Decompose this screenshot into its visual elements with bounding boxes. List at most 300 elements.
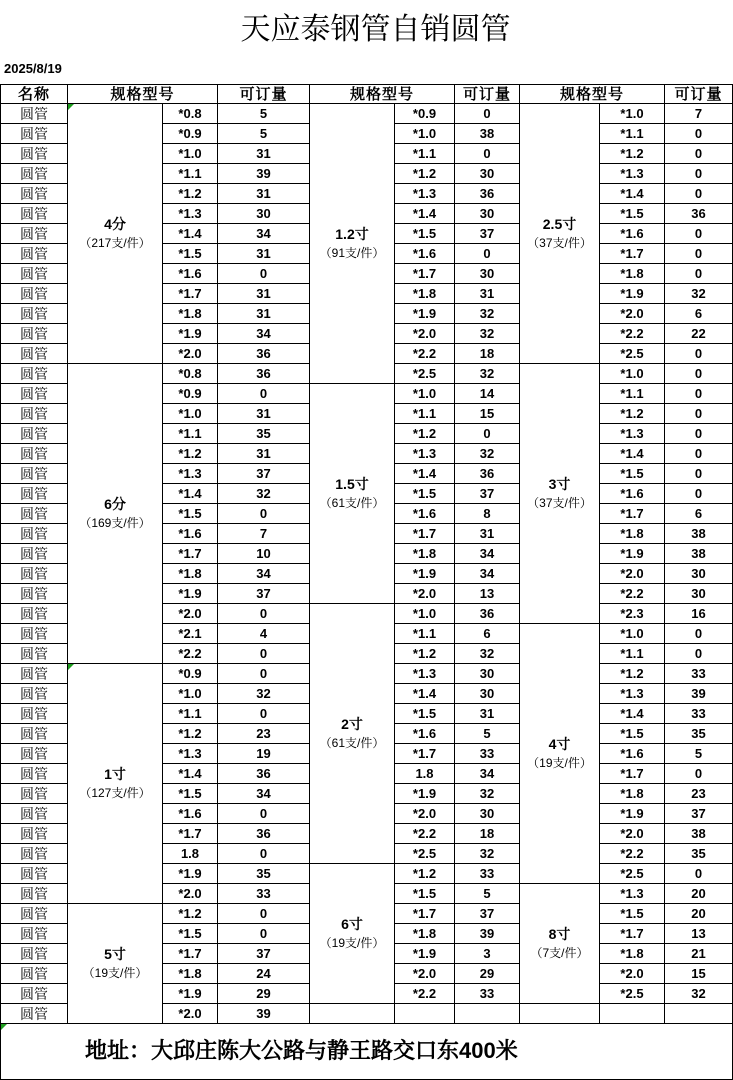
size-group-cell: [310, 104, 395, 384]
available-quantity-cell: 37: [455, 904, 520, 924]
available-quantity-cell: 4: [218, 624, 310, 644]
available-quantity-cell: 0: [218, 904, 310, 924]
available-quantity-cell: 0: [665, 624, 733, 644]
product-name-cell: 圆管: [0, 284, 68, 304]
available-quantity-cell: 21: [665, 944, 733, 964]
available-quantity-cell: 0: [218, 924, 310, 944]
product-name-cell: 圆管: [0, 104, 68, 124]
size-group-cell: [520, 884, 600, 1004]
spec-cell: *1.7: [600, 244, 665, 264]
available-quantity-cell: 0: [218, 264, 310, 284]
available-quantity-cell: 30: [665, 564, 733, 584]
spec-cell: *1.9: [163, 584, 218, 604]
spec-cell: *1.9: [395, 304, 455, 324]
report-date: 2025/8/19: [4, 61, 62, 76]
header-qty-3: 可订量: [665, 84, 733, 104]
available-quantity-cell: 37: [218, 584, 310, 604]
available-quantity-cell: 10: [218, 544, 310, 564]
pieces-per-bundle-label: （217支/件）: [79, 235, 151, 250]
available-quantity-cell: 39: [665, 684, 733, 704]
product-name-cell: 圆管: [0, 244, 68, 264]
available-quantity-cell: 5: [218, 124, 310, 144]
available-quantity-cell: 8: [455, 504, 520, 524]
available-quantity-cell: 0: [665, 144, 733, 164]
available-quantity-cell: 39: [455, 924, 520, 944]
product-name-cell: 圆管: [0, 884, 68, 904]
spec-cell: *2.0: [163, 1004, 218, 1024]
available-quantity-cell: 30: [455, 204, 520, 224]
product-name-cell: 圆管: [0, 204, 68, 224]
spec-cell: *1.5: [395, 484, 455, 504]
product-name-cell: 圆管: [0, 324, 68, 344]
available-quantity-cell: 0: [665, 464, 733, 484]
product-name-cell: 圆管: [0, 744, 68, 764]
available-quantity-cell: 34: [218, 784, 310, 804]
spec-cell: *1.1: [600, 384, 665, 404]
size-group-cell: [68, 364, 163, 664]
available-quantity-cell: 15: [455, 404, 520, 424]
spec-cell: *1.5: [395, 704, 455, 724]
spec-cell: *1.7: [600, 504, 665, 524]
product-name-cell: 圆管: [0, 784, 68, 804]
spec-cell: *1.4: [163, 484, 218, 504]
empty-cell: [395, 1004, 455, 1024]
spec-cell: *1.2: [163, 184, 218, 204]
spec-cell: *1.6: [395, 504, 455, 524]
spec-cell: *0.9: [163, 124, 218, 144]
spec-cell: *2.5: [600, 864, 665, 884]
pieces-per-bundle-label: （169支/件）: [79, 515, 151, 530]
pipe-size-label: 4寸: [548, 735, 571, 752]
pipe-size-label: 2.5寸: [542, 215, 577, 232]
pieces-per-bundle-label: （61支/件）: [319, 495, 385, 510]
available-quantity-cell: 38: [455, 124, 520, 144]
available-quantity-cell: 37: [218, 944, 310, 964]
spec-cell: *1.0: [163, 144, 218, 164]
spec-cell: *1.5: [163, 244, 218, 264]
spec-cell: *2.2: [395, 344, 455, 364]
spec-cell: *1.2: [600, 664, 665, 684]
available-quantity-cell: 29: [455, 964, 520, 984]
available-quantity-cell: 32: [455, 304, 520, 324]
spec-cell: *2.5: [600, 984, 665, 1004]
spec-cell: *1.8: [395, 544, 455, 564]
spec-cell: *1.0: [395, 384, 455, 404]
available-quantity-cell: 39: [218, 1004, 310, 1024]
product-name-cell: 圆管: [0, 844, 68, 864]
size-group-cell: [310, 604, 395, 864]
empty-cell: [600, 1004, 665, 1024]
spec-cell: *1.8: [600, 524, 665, 544]
spec-cell: *1.3: [600, 164, 665, 184]
spec-cell: *1.4: [600, 444, 665, 464]
available-quantity-cell: 35: [218, 424, 310, 444]
product-name-cell: 圆管: [0, 684, 68, 704]
pieces-per-bundle-label: （127支/件）: [79, 785, 151, 800]
available-quantity-cell: 36: [665, 204, 733, 224]
spec-cell: *2.2: [395, 984, 455, 1004]
available-quantity-cell: 34: [218, 324, 310, 344]
spec-cell: *1.8: [600, 784, 665, 804]
available-quantity-cell: 32: [218, 684, 310, 704]
available-quantity-cell: 0: [665, 404, 733, 424]
available-quantity-cell: 33: [218, 884, 310, 904]
spec-cell: *0.9: [163, 664, 218, 684]
product-name-cell: 圆管: [0, 804, 68, 824]
available-quantity-cell: 0: [218, 844, 310, 864]
pieces-per-bundle-label: （61支/件）: [319, 735, 385, 750]
spec-cell: *0.8: [163, 364, 218, 384]
spec-cell: *2.2: [600, 584, 665, 604]
spec-cell: *1.2: [395, 424, 455, 444]
available-quantity-cell: 0: [665, 124, 733, 144]
page-title: 天应泰钢管自销圆管: [240, 12, 511, 47]
spec-cell: 1.8: [163, 844, 218, 864]
product-name-cell: 圆管: [0, 144, 68, 164]
available-quantity-cell: 5: [665, 744, 733, 764]
spec-cell: *1.5: [600, 204, 665, 224]
spec-cell: *1.6: [163, 804, 218, 824]
spec-cell: *1.0: [600, 624, 665, 644]
spec-cell: *1.6: [395, 724, 455, 744]
product-name-cell: 圆管: [0, 984, 68, 1004]
available-quantity-cell: 38: [665, 524, 733, 544]
available-quantity-cell: 0: [665, 644, 733, 664]
available-quantity-cell: 37: [665, 804, 733, 824]
spec-cell: *1.2: [395, 164, 455, 184]
pieces-per-bundle-label: （19支/件）: [82, 965, 148, 980]
spec-cell: *1.1: [163, 164, 218, 184]
available-quantity-cell: 37: [455, 484, 520, 504]
available-quantity-cell: 33: [455, 744, 520, 764]
spec-cell: *1.2: [600, 144, 665, 164]
product-name-cell: 圆管: [0, 964, 68, 984]
spec-cell: *1.0: [600, 104, 665, 124]
product-name-cell: 圆管: [0, 944, 68, 964]
header-name: 名称: [0, 84, 68, 104]
size-group-cell: [68, 664, 163, 904]
available-quantity-cell: 0: [665, 364, 733, 384]
header-qty-1: 可订量: [218, 84, 310, 104]
spec-cell: *1.1: [395, 404, 455, 424]
spec-cell: *1.8: [395, 924, 455, 944]
product-name-cell: 圆管: [0, 464, 68, 484]
spec-cell: *2.2: [163, 644, 218, 664]
spec-cell: *1.1: [163, 704, 218, 724]
available-quantity-cell: 33: [665, 664, 733, 684]
available-quantity-cell: 31: [218, 404, 310, 424]
available-quantity-cell: 0: [218, 704, 310, 724]
available-quantity-cell: 36: [218, 364, 310, 384]
empty-cell: [665, 1004, 733, 1024]
available-quantity-cell: 31: [218, 184, 310, 204]
available-quantity-cell: 14: [455, 384, 520, 404]
spec-cell: *1.6: [600, 484, 665, 504]
available-quantity-cell: 23: [665, 784, 733, 804]
available-quantity-cell: 30: [455, 164, 520, 184]
pieces-per-bundle-label: （7支/件）: [530, 945, 589, 960]
available-quantity-cell: 36: [455, 464, 520, 484]
spec-cell: *1.9: [600, 544, 665, 564]
spec-cell: *1.3: [163, 204, 218, 224]
spec-cell: *1.5: [600, 724, 665, 744]
spec-cell: *1.2: [395, 864, 455, 884]
spec-cell: *1.7: [600, 924, 665, 944]
spec-cell: *2.5: [395, 844, 455, 864]
available-quantity-cell: 6: [665, 504, 733, 524]
available-quantity-cell: 0: [665, 424, 733, 444]
available-quantity-cell: 30: [665, 584, 733, 604]
product-name-cell: 圆管: [0, 904, 68, 924]
spec-cell: *1.8: [600, 264, 665, 284]
spec-cell: *2.0: [163, 604, 218, 624]
spec-cell: *1.0: [163, 404, 218, 424]
available-quantity-cell: 30: [455, 664, 520, 684]
spec-cell: *2.0: [163, 884, 218, 904]
spec-cell: *2.2: [395, 824, 455, 844]
spec-cell: *1.8: [600, 944, 665, 964]
spec-cell: *2.1: [163, 624, 218, 644]
product-name-cell: 圆管: [0, 924, 68, 944]
spec-cell: *1.9: [163, 324, 218, 344]
spec-cell: *2.2: [600, 844, 665, 864]
available-quantity-cell: 0: [665, 344, 733, 364]
available-quantity-cell: 20: [665, 904, 733, 924]
spec-cell: *1.5: [163, 504, 218, 524]
available-quantity-cell: 6: [455, 624, 520, 644]
product-name-cell: 圆管: [0, 164, 68, 184]
available-quantity-cell: 32: [455, 444, 520, 464]
spec-cell: *2.2: [600, 324, 665, 344]
available-quantity-cell: 0: [218, 664, 310, 684]
spec-cell: *1.7: [163, 284, 218, 304]
spec-cell: *1.0: [163, 684, 218, 704]
product-name-cell: 圆管: [0, 344, 68, 364]
available-quantity-cell: 29: [218, 984, 310, 1004]
available-quantity-cell: 7: [218, 524, 310, 544]
header-spec-2: 规格型号: [310, 84, 455, 104]
available-quantity-cell: 6: [665, 304, 733, 324]
size-group-cell: [68, 904, 163, 1024]
available-quantity-cell: 0: [218, 504, 310, 524]
spec-cell: *1.6: [163, 264, 218, 284]
spec-cell: *1.7: [600, 764, 665, 784]
spec-cell: *1.3: [600, 424, 665, 444]
pieces-per-bundle-label: （19支/件）: [527, 755, 592, 770]
available-quantity-cell: 16: [665, 604, 733, 624]
spec-cell: *1.0: [395, 124, 455, 144]
spec-cell: *2.3: [600, 604, 665, 624]
product-name-cell: 圆管: [0, 444, 68, 464]
available-quantity-cell: 36: [218, 764, 310, 784]
pipe-size-label: 1.2寸: [335, 225, 369, 242]
available-quantity-cell: 36: [455, 604, 520, 624]
pipe-size-label: 4分: [104, 215, 126, 232]
spec-cell: *1.1: [163, 424, 218, 444]
spec-cell: *1.2: [163, 444, 218, 464]
pipe-size-label: 3寸: [548, 475, 571, 492]
spec-cell: *2.5: [395, 364, 455, 384]
available-quantity-cell: 0: [218, 604, 310, 624]
spec-cell: *1.6: [395, 244, 455, 264]
product-name-cell: 圆管: [0, 704, 68, 724]
available-quantity-cell: 0: [218, 644, 310, 664]
pieces-per-bundle-label: （91支/件）: [319, 245, 385, 260]
product-name-cell: 圆管: [0, 544, 68, 564]
pieces-per-bundle-label: （19支/件）: [319, 935, 385, 950]
spec-cell: *2.0: [395, 804, 455, 824]
spec-cell: *1.3: [395, 184, 455, 204]
available-quantity-cell: 20: [665, 884, 733, 904]
available-quantity-cell: 0: [665, 444, 733, 464]
spec-cell: *1.3: [600, 884, 665, 904]
available-quantity-cell: 13: [665, 924, 733, 944]
available-quantity-cell: 38: [665, 544, 733, 564]
product-name-cell: 圆管: [0, 524, 68, 544]
available-quantity-cell: 0: [455, 424, 520, 444]
spec-cell: *1.7: [163, 544, 218, 564]
pipe-size-label: 6寸: [341, 915, 363, 932]
available-quantity-cell: 23: [218, 724, 310, 744]
available-quantity-cell: 31: [218, 244, 310, 264]
spec-cell: *1.8: [163, 964, 218, 984]
spec-cell: *1.5: [395, 884, 455, 904]
empty-cell: [310, 1004, 395, 1024]
available-quantity-cell: 35: [665, 844, 733, 864]
pipe-size-label: 5寸: [104, 945, 126, 962]
green-triangle-icon: [68, 664, 74, 670]
spec-cell: *1.4: [395, 204, 455, 224]
spec-cell: *1.4: [395, 464, 455, 484]
empty-cell: [455, 1004, 520, 1024]
product-name-cell: 圆管: [0, 564, 68, 584]
spec-cell: *1.5: [395, 224, 455, 244]
product-name-cell: 圆管: [0, 624, 68, 644]
green-triangle-icon: [68, 104, 74, 110]
spec-cell: *1.2: [600, 404, 665, 424]
available-quantity-cell: 0: [665, 224, 733, 244]
available-quantity-cell: 0: [218, 804, 310, 824]
available-quantity-cell: 13: [455, 584, 520, 604]
spec-cell: *1.5: [600, 464, 665, 484]
product-name-cell: 圆管: [0, 664, 68, 684]
spec-cell: *1.9: [600, 804, 665, 824]
spec-cell: *1.7: [395, 524, 455, 544]
available-quantity-cell: 33: [455, 984, 520, 1004]
spec-cell: *1.5: [600, 904, 665, 924]
product-name-cell: 圆管: [0, 584, 68, 604]
spec-cell: *2.0: [395, 584, 455, 604]
product-name-cell: 圆管: [0, 384, 68, 404]
available-quantity-cell: 38: [665, 824, 733, 844]
spec-cell: *1.3: [395, 664, 455, 684]
spec-cell: *2.0: [600, 304, 665, 324]
available-quantity-cell: 7: [665, 104, 733, 124]
spec-cell: *1.4: [163, 764, 218, 784]
available-quantity-cell: 0: [455, 244, 520, 264]
available-quantity-cell: 31: [218, 284, 310, 304]
available-quantity-cell: 33: [665, 704, 733, 724]
spec-cell: *1.7: [395, 744, 455, 764]
spec-cell: *2.0: [395, 964, 455, 984]
pipe-size-label: 2寸: [341, 715, 363, 732]
available-quantity-cell: 31: [455, 284, 520, 304]
available-quantity-cell: 0: [665, 184, 733, 204]
available-quantity-cell: 37: [455, 224, 520, 244]
size-group-cell: [310, 384, 395, 604]
product-name-cell: 圆管: [0, 1004, 68, 1024]
available-quantity-cell: 0: [665, 484, 733, 504]
product-name-cell: 圆管: [0, 424, 68, 444]
available-quantity-cell: 36: [218, 824, 310, 844]
header-spec-3: 规格型号: [520, 84, 665, 104]
available-quantity-cell: 31: [455, 524, 520, 544]
spec-cell: *1.9: [395, 784, 455, 804]
spec-cell: *1.0: [600, 364, 665, 384]
available-quantity-cell: 30: [455, 264, 520, 284]
spec-cell: *1.4: [163, 224, 218, 244]
available-quantity-cell: 34: [455, 544, 520, 564]
available-quantity-cell: 0: [455, 104, 520, 124]
spec-cell: *1.3: [600, 684, 665, 704]
available-quantity-cell: 0: [665, 864, 733, 884]
pipe-size-label: 6分: [104, 495, 126, 512]
spec-cell: *1.5: [163, 784, 218, 804]
spec-cell: *1.8: [163, 304, 218, 324]
size-group-cell: [520, 624, 600, 884]
spec-cell: *1.9: [600, 284, 665, 304]
spec-cell: *2.5: [600, 344, 665, 364]
available-quantity-cell: 18: [455, 344, 520, 364]
available-quantity-cell: 32: [665, 984, 733, 1004]
product-name-cell: 圆管: [0, 264, 68, 284]
available-quantity-cell: 32: [455, 844, 520, 864]
spec-cell: *1.1: [600, 124, 665, 144]
empty-cell: [520, 1004, 600, 1024]
available-quantity-cell: 24: [218, 964, 310, 984]
size-group-cell: [520, 364, 600, 624]
available-quantity-cell: 0: [665, 264, 733, 284]
available-quantity-cell: 36: [455, 184, 520, 204]
product-name-cell: 圆管: [0, 124, 68, 144]
spec-cell: *1.2: [163, 904, 218, 924]
header-spec-1: 规格型号: [68, 84, 218, 104]
spec-cell: *1.7: [395, 264, 455, 284]
product-name-cell: 圆管: [0, 604, 68, 624]
spec-cell: *0.9: [163, 384, 218, 404]
pieces-per-bundle-label: （37支/件）: [527, 495, 592, 510]
available-quantity-cell: 31: [218, 444, 310, 464]
pieces-per-bundle-label: （37支/件）: [527, 235, 592, 250]
spec-cell: *1.4: [600, 704, 665, 724]
available-quantity-cell: 32: [455, 364, 520, 384]
spec-cell: *2.0: [600, 964, 665, 984]
available-quantity-cell: 0: [665, 384, 733, 404]
product-name-cell: 圆管: [0, 864, 68, 884]
spec-cell: *2.0: [600, 824, 665, 844]
product-name-cell: 圆管: [0, 824, 68, 844]
size-group-cell: [68, 104, 163, 364]
spec-cell: 1.8: [395, 764, 455, 784]
available-quantity-cell: 31: [218, 304, 310, 324]
spec-cell: *1.6: [163, 524, 218, 544]
spec-cell: *1.6: [600, 224, 665, 244]
available-quantity-cell: 3: [455, 944, 520, 964]
available-quantity-cell: 34: [218, 564, 310, 584]
spec-cell: *1.0: [395, 604, 455, 624]
product-name-cell: 圆管: [0, 644, 68, 664]
product-name-cell: 圆管: [0, 224, 68, 244]
